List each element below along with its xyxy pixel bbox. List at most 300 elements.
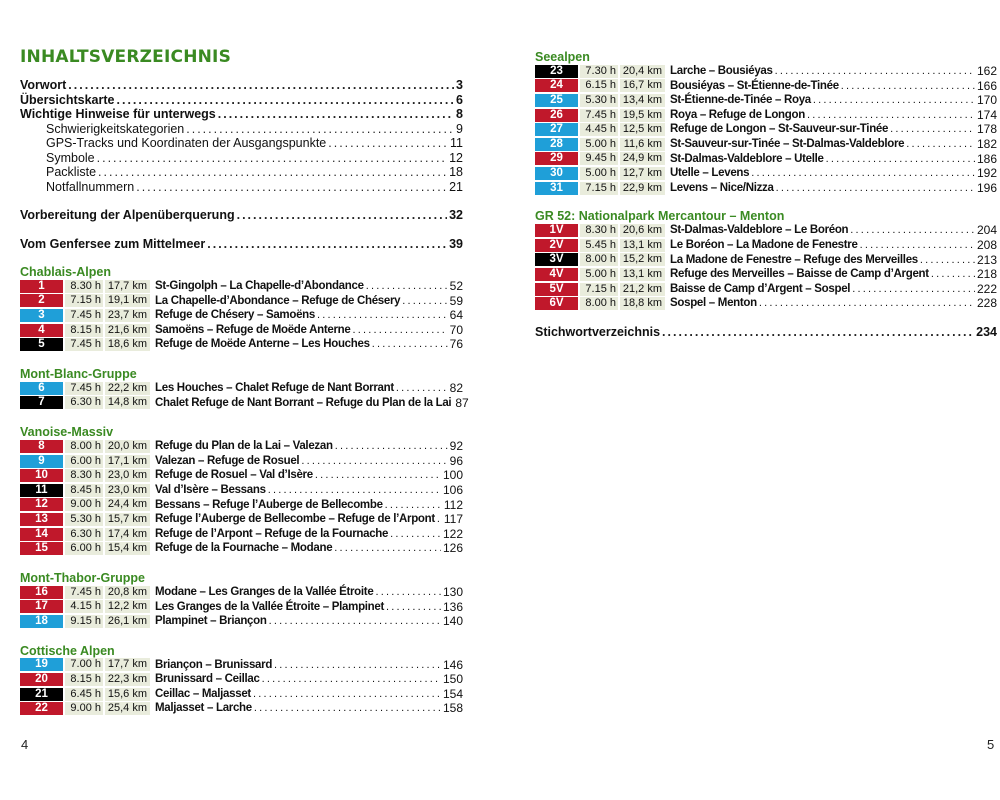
dot-leader [136, 180, 447, 195]
route-time: 7.15 h [580, 182, 618, 195]
route-time: 5.45 h [580, 239, 618, 252]
section-title: GR 52: Nationalpark Mercantour – Menton [535, 209, 785, 224]
dot-leader [402, 294, 447, 309]
route-number-badge: 31 [535, 182, 578, 195]
route-page: 76 [449, 337, 463, 352]
route-name: Larche – Bousiéyas [670, 65, 773, 77]
dot-leader [385, 498, 442, 513]
route-name: St-Dalmas-Valdeblore – Utelle [670, 152, 824, 165]
route-number-badge: 18 [20, 615, 63, 628]
toc-entry[interactable] [20, 122, 463, 137]
right-page-column [535, 50, 997, 339]
route-page: 186 [976, 151, 997, 166]
route-distance: 12,5 km [620, 123, 665, 136]
route-page: 213 [976, 252, 997, 267]
entry-label: Symbole [46, 150, 95, 165]
route-row[interactable] [20, 279, 463, 294]
route-page: 122 [442, 526, 463, 541]
route-distance: 19,5 km [620, 109, 665, 122]
route-name: Modane – Les Granges de la Vallée Étroite [155, 585, 374, 598]
route-distance: 19,1 km [105, 294, 150, 307]
entry-label: Vorbereitung der Alpenüberquerung [20, 208, 235, 222]
dot-leader [437, 512, 442, 527]
route-time: 8.15 h [65, 324, 103, 337]
route-row[interactable] [20, 483, 463, 498]
route-row[interactable] [20, 600, 463, 615]
dot-leader [396, 381, 448, 396]
route-row[interactable] [20, 527, 463, 542]
route-page: 228 [976, 296, 997, 311]
route-time: 7.15 h [65, 294, 103, 307]
dot-leader [117, 93, 455, 108]
route-number-badge: 19 [20, 658, 63, 671]
route-name: Ceillac – Maljasset [155, 687, 251, 700]
route-number-badge: 25 [535, 94, 578, 107]
route-name: Refuge de Moëde Anterne – Les Houches [155, 338, 370, 351]
route-row[interactable] [535, 137, 997, 152]
route-row[interactable] [20, 294, 463, 309]
dot-leader [375, 585, 441, 600]
route-distance: 17,1 km [105, 455, 150, 468]
route-name: Refuge de Chésery – Samoëns [155, 309, 315, 322]
route-number-badge: 27 [535, 123, 578, 136]
route-row[interactable] [20, 585, 463, 600]
route-page: 162 [976, 64, 997, 78]
route-row[interactable] [20, 672, 463, 687]
route-time: 7.45 h [65, 382, 103, 395]
route-row[interactable] [20, 308, 463, 323]
route-name: La Madone de Fenestre – Refuge des Merveilles [670, 253, 918, 266]
toc-entry[interactable] [20, 78, 463, 93]
route-row[interactable] [20, 541, 463, 556]
route-time: 8.00 h [580, 253, 618, 266]
route-row[interactable] [535, 267, 997, 282]
entry-label: Stichwortverzeichnis [535, 324, 661, 339]
section-title: Seealpen [535, 50, 590, 64]
route-name: St-Sauveur-sur-Tinée – St-Dalmas-Valdeblore [670, 137, 905, 150]
route-number-badge: 20 [20, 673, 63, 686]
route-distance: 22,9 km [620, 182, 665, 195]
route-page: 82 [449, 380, 463, 395]
route-number-badge: 6V [535, 297, 578, 310]
route-time: 8.30 h [580, 224, 618, 237]
route-row[interactable] [535, 181, 997, 196]
route-time: 9.45 h [580, 152, 618, 165]
entry-label: Notfallnummern [46, 179, 135, 194]
route-distance: 18,8 km [620, 297, 665, 310]
route-row[interactable] [20, 512, 463, 527]
route-distance: 21,2 km [620, 283, 665, 296]
route-distance: 25,4 km [105, 702, 150, 715]
route-distance: 24,9 km [620, 152, 665, 165]
entry-label: GPS-Tracks und Koordinaten der Ausgangspunkte [46, 136, 327, 150]
entry-page: 3 [456, 78, 463, 92]
toc-entry[interactable] [20, 151, 463, 166]
route-name: Refuge du Plan de la Lai – Valezan [155, 440, 333, 453]
route-row[interactable] [20, 614, 463, 629]
route-name: La Chapelle-d’Abondance – Refuge de Chésery [155, 294, 401, 307]
route-time: 6.30 h [65, 528, 103, 541]
route-name: Plampinet – Briançon [155, 615, 267, 628]
dot-leader [207, 237, 447, 252]
dot-leader [852, 282, 975, 297]
dot-leader [850, 223, 975, 238]
route-number-badge: 2V [535, 239, 578, 252]
route-distance: 23,7 km [105, 309, 150, 322]
dot-leader [253, 687, 441, 702]
route-section [20, 644, 463, 716]
route-time: 6.00 h [65, 542, 103, 555]
route-number-badge: 14 [20, 528, 63, 541]
route-name: Bessans – Refuge l’Auberge de Bellecombe [155, 498, 383, 511]
route-section [20, 366, 469, 410]
route-distance: 18,6 km [105, 338, 150, 351]
dot-leader [301, 454, 447, 469]
route-row[interactable] [20, 323, 463, 338]
route-distance: 17,4 km [105, 528, 150, 541]
route-row[interactable] [20, 701, 463, 716]
route-time: 8.15 h [65, 673, 103, 686]
entry-label: Vom Genfersee zum Mittelmeer [20, 236, 206, 251]
route-distance: 12,7 km [620, 167, 665, 180]
route-name: Samoëns – Refuge de Moëde Anterne [155, 323, 351, 336]
dot-leader [317, 308, 448, 323]
route-distance: 22,2 km [105, 382, 150, 395]
toc-entry[interactable] [20, 180, 463, 195]
dot-leader [352, 323, 447, 338]
route-time: 4.15 h [65, 600, 103, 613]
route-page: 204 [976, 223, 997, 238]
route-name: Refuge de Rosuel – Val d’Isère [155, 469, 313, 482]
route-row[interactable] [535, 296, 997, 311]
toc-entry[interactable] [20, 93, 463, 108]
toc-entry[interactable] [20, 136, 463, 151]
route-distance: 17,7 km [105, 280, 150, 293]
dot-leader [920, 253, 975, 268]
route-page: 112 [443, 497, 463, 512]
route-name: Les Houches – Chalet Refuge de Nant Borrant [155, 381, 394, 394]
route-distance: 20,0 km [105, 440, 150, 453]
route-row[interactable] [20, 498, 463, 513]
dot-leader [906, 137, 975, 152]
route-distance: 23,0 km [105, 469, 150, 482]
route-distance: 11,6 km [620, 138, 665, 151]
route-number-badge: 5 [20, 338, 63, 351]
dot-leader [813, 93, 975, 108]
route-page: 154 [442, 686, 463, 701]
route-time: 8.00 h [65, 440, 103, 453]
entry-page: 18 [449, 165, 463, 179]
dot-leader [97, 151, 447, 166]
route-time: 5.00 h [580, 268, 618, 281]
route-page: 136 [442, 599, 463, 614]
entry-page: 32 [449, 208, 463, 222]
route-number-badge: 1V [535, 224, 578, 237]
route-page: 130 [442, 584, 463, 599]
route-row[interactable] [535, 79, 997, 94]
route-distance: 13,1 km [620, 268, 665, 281]
route-page: 92 [449, 439, 463, 454]
route-number-badge: 3V [535, 253, 578, 266]
route-distance: 15,7 km [105, 513, 150, 526]
route-row[interactable] [535, 166, 997, 181]
route-row[interactable] [535, 253, 997, 268]
route-distance: 15,4 km [105, 542, 150, 555]
route-number-badge: 23 [535, 65, 578, 78]
dot-leader [237, 208, 448, 223]
route-number-badge: 6 [20, 382, 63, 395]
route-name: Valezan – Refuge de Rosuel [155, 454, 300, 467]
route-time: 9.00 h [65, 498, 103, 511]
route-name: Refuge de l’Arpont – Refuge de la Fournache [155, 527, 389, 540]
route-page: 170 [976, 93, 997, 108]
route-time: 8.30 h [65, 280, 103, 293]
route-number-badge: 5V [535, 283, 578, 296]
route-page: 106 [442, 482, 463, 497]
entry-label: Wichtige Hinweise für unterwegs [20, 107, 216, 121]
route-name: Maljasset – Larche [155, 702, 252, 715]
route-time: 7.30 h [580, 65, 618, 78]
dot-leader [366, 279, 448, 294]
route-distance: 20,4 km [620, 65, 665, 78]
section-title: Chablais-Alpen [20, 265, 111, 279]
route-number-badge: 26 [535, 109, 578, 122]
entry-page: 21 [449, 179, 463, 194]
dot-leader [334, 541, 441, 556]
route-name: Refuge des Merveilles – Baisse de Camp d’Argent [670, 268, 929, 281]
route-page: 96 [449, 453, 463, 468]
left-page-column [20, 44, 469, 716]
route-name: Sospel – Menton [670, 297, 757, 310]
route-name: Refuge de Longon – St-Sauveur-sur-Tinée [670, 123, 889, 136]
dot-leader [662, 325, 974, 340]
route-name: Roya – Refuge de Longon [670, 108, 805, 121]
entry-page: 39 [449, 236, 463, 251]
route-time: 7.45 h [65, 586, 103, 599]
dot-leader [807, 108, 975, 123]
route-name: St-Dalmas-Valdeblore – Le Boréon [670, 224, 849, 237]
route-time: 4.45 h [580, 123, 618, 136]
route-name: St-Gingolph – La Chapelle-d’Abondance [155, 280, 364, 292]
front-matter-list [20, 78, 463, 194]
route-page: 182 [976, 136, 997, 151]
route-number-badge: 3 [20, 309, 63, 322]
toc-entry-preparation[interactable] [20, 208, 463, 223]
dot-leader [776, 181, 975, 196]
dot-leader [218, 107, 454, 122]
route-name: St-Étienne-de-Tinée – Roya [670, 94, 811, 107]
route-distance: 22,3 km [105, 673, 150, 686]
route-time: 6.45 h [65, 688, 103, 701]
route-distance: 17,7 km [105, 658, 150, 671]
route-distance: 15,2 km [620, 253, 665, 266]
dot-leader [841, 79, 975, 94]
route-distance: 23,0 km [105, 484, 150, 497]
toc-entry[interactable] [20, 165, 463, 180]
dot-leader [268, 483, 441, 498]
route-page: 158 [442, 701, 463, 716]
entry-page: 9 [456, 121, 463, 136]
route-page: 100 [442, 468, 463, 483]
entry-label: Packliste [46, 165, 97, 179]
route-page: 196 [976, 180, 997, 195]
route-row[interactable] [535, 223, 997, 238]
route-row[interactable] [20, 395, 469, 411]
route-number-badge: 17 [20, 600, 63, 613]
route-time: 6.30 h [65, 396, 103, 409]
route-name: Le Boréon – La Madone de Fenestre [670, 238, 858, 251]
route-time: 8.45 h [65, 484, 103, 497]
toc-entry-overview[interactable] [20, 237, 463, 252]
route-distance: 13,4 km [620, 94, 665, 107]
route-page: 87 [455, 395, 469, 410]
route-page: 64 [449, 308, 463, 323]
route-time: 6.15 h [580, 79, 618, 92]
route-number-badge: 4 [20, 324, 63, 337]
route-number-badge: 4V [535, 268, 578, 281]
route-distance: 16,7 km [620, 79, 665, 92]
route-time: 5.00 h [580, 138, 618, 151]
route-row[interactable] [20, 687, 463, 702]
dot-leader [759, 296, 975, 311]
route-number-badge: 11 [20, 484, 63, 497]
route-page: 192 [976, 166, 997, 181]
route-name: Baisse de Camp d’Argent – Sospel [670, 282, 851, 295]
route-page: 70 [449, 322, 463, 337]
route-time: 7.15 h [580, 283, 618, 296]
route-time: 7.00 h [65, 658, 103, 671]
dot-leader [931, 267, 975, 282]
route-page: 140 [442, 614, 463, 629]
entry-label: Schwierigkeitskategorien [46, 121, 185, 136]
dot-leader [826, 152, 975, 167]
route-row[interactable] [20, 381, 463, 396]
route-row[interactable] [20, 454, 463, 469]
route-name: Les Granges de la Vallée Étroite – Plampinet [155, 600, 385, 613]
route-distance: 12,2 km [105, 600, 150, 613]
route-number-badge: 13 [20, 513, 63, 526]
route-time: 9.15 h [65, 615, 103, 628]
dot-leader [315, 468, 441, 483]
dot-leader [386, 600, 441, 615]
route-row[interactable] [20, 658, 463, 673]
dot-leader [68, 78, 454, 93]
route-name: Utelle – Levens [670, 167, 750, 180]
dot-leader [328, 136, 448, 151]
dot-leader [186, 122, 454, 137]
route-row[interactable] [20, 468, 463, 483]
route-distance: 20,8 km [105, 586, 150, 599]
route-page: 222 [976, 281, 997, 296]
route-number-badge: 24 [535, 79, 578, 92]
route-time: 6.00 h [65, 455, 103, 468]
route-number-badge: 28 [535, 138, 578, 151]
route-name: Briançon – Brunissard [155, 658, 273, 671]
route-number-badge: 15 [20, 542, 63, 555]
route-section [535, 50, 997, 195]
route-number-badge: 16 [20, 586, 63, 599]
route-number-badge: 9 [20, 455, 63, 468]
route-distance: 24,4 km [105, 498, 150, 511]
route-row[interactable] [20, 439, 463, 454]
route-page: 146 [442, 657, 463, 672]
route-distance: 13,1 km [620, 239, 665, 252]
entry-page: 8 [456, 107, 463, 121]
route-page: 166 [976, 78, 997, 93]
page-number-right: 5 [987, 737, 995, 752]
dot-leader [751, 166, 975, 181]
route-row[interactable] [535, 282, 997, 297]
dot-leader [390, 527, 441, 542]
route-page: 150 [442, 672, 463, 687]
right-route-sections [535, 50, 997, 311]
route-number-badge: 10 [20, 469, 63, 482]
route-name: Levens – Nice/Nizza [670, 181, 774, 194]
toc-entry[interactable] [20, 107, 463, 122]
entry-page: 6 [456, 92, 463, 107]
dot-leader [274, 658, 441, 673]
route-row[interactable] [535, 122, 997, 137]
route-distance: 14,8 km [105, 396, 150, 409]
section-title: Vanoise-Massiv [20, 425, 114, 440]
dot-leader [860, 238, 975, 253]
route-page: 126 [442, 541, 463, 556]
route-name: Bousiéyas – St-Étienne-de-Tinée [670, 79, 839, 92]
route-name: Chalet Refuge de Nant Borrant – Refuge du Plan de la Lai [155, 396, 452, 409]
route-page: 208 [976, 237, 997, 252]
route-time: 8.00 h [580, 297, 618, 310]
route-time: 5.00 h [580, 167, 618, 180]
toc-entry-index[interactable] [535, 325, 997, 340]
route-page: 59 [449, 293, 463, 308]
route-row[interactable] [535, 64, 997, 79]
route-time: 7.45 h [65, 309, 103, 322]
route-number-badge: 30 [535, 167, 578, 180]
route-page: 174 [976, 107, 997, 122]
route-number-badge: 12 [20, 498, 63, 511]
dot-leader [775, 64, 975, 79]
route-name: Refuge de la Fournache – Modane [155, 542, 333, 555]
left-route-sections [20, 265, 469, 716]
route-page: 178 [976, 122, 997, 137]
entry-page: 12 [449, 150, 463, 165]
route-number-badge: 2 [20, 294, 63, 307]
route-page: 218 [976, 267, 997, 282]
route-name: Refuge l’Auberge de Bellecombe – Refuge de l’Arpont [155, 513, 435, 526]
section-title: Mont-Blanc-Gruppe [20, 366, 137, 381]
route-row[interactable] [535, 93, 997, 108]
dot-leader [269, 614, 441, 629]
dot-leader [262, 672, 441, 687]
route-name: Val d’Isère – Bessans [155, 483, 266, 496]
route-number-badge: 7 [20, 396, 63, 409]
route-section [20, 265, 463, 352]
route-number-badge: 8 [20, 440, 63, 453]
route-number-badge: 1 [20, 280, 63, 293]
entry-page: 234 [976, 324, 997, 339]
route-time: 5.30 h [580, 94, 618, 107]
route-row[interactable] [20, 337, 463, 352]
route-row[interactable] [535, 108, 997, 123]
route-section [535, 209, 997, 311]
route-time: 5.30 h [65, 513, 103, 526]
route-row[interactable] [535, 238, 997, 253]
route-distance: 20,6 km [620, 224, 665, 237]
route-row[interactable] [535, 152, 997, 167]
dot-leader [335, 439, 448, 454]
page-title: INHALTSVERZEICHNIS [20, 47, 232, 67]
dot-leader [372, 337, 448, 352]
